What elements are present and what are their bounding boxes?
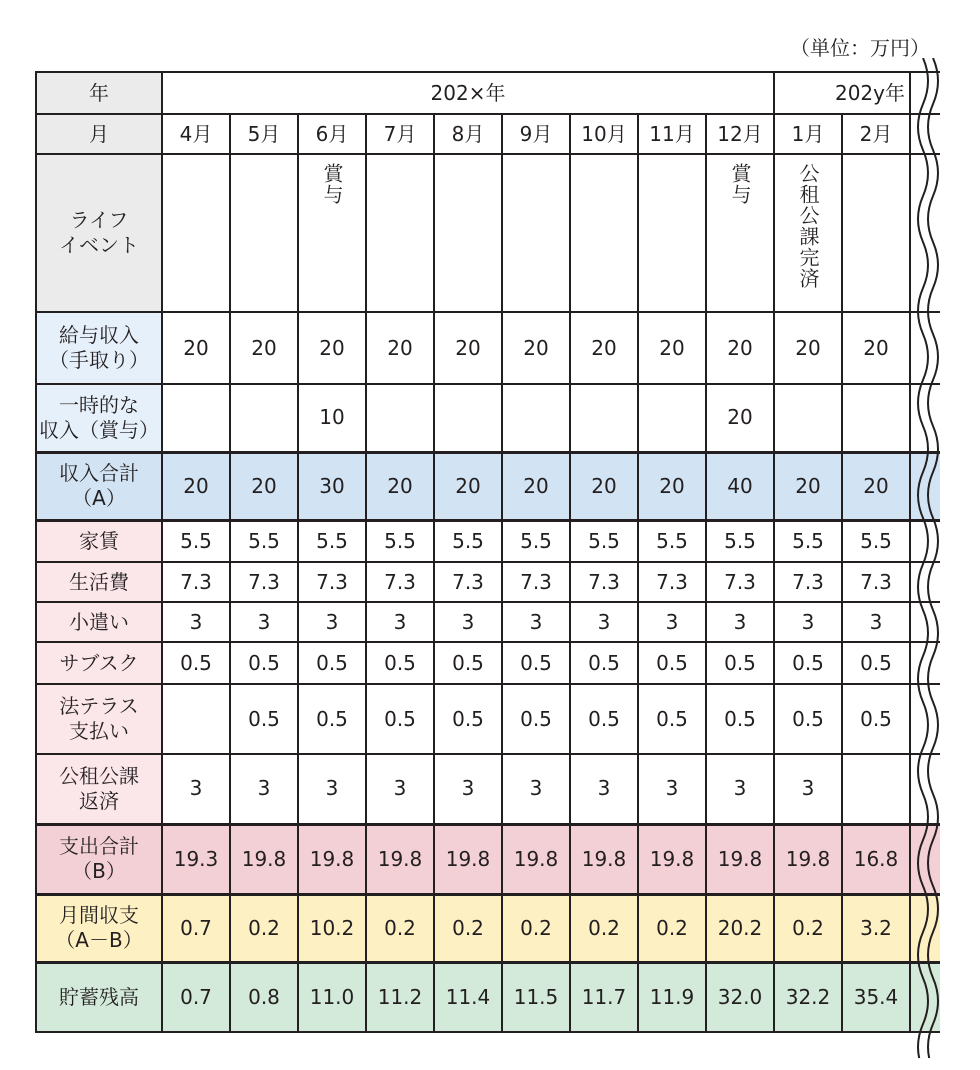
value-cell: 0.5 xyxy=(706,684,774,754)
value-cell: 32.2 xyxy=(774,962,842,1032)
value-cell: 5.5 xyxy=(570,520,638,562)
row-label: 一時的な 収入（賞与） xyxy=(36,384,162,452)
value-cell: 0.5 xyxy=(434,642,502,684)
row-label: 公租公課 返済 xyxy=(36,754,162,824)
value-cell: 0.2 xyxy=(366,894,434,962)
value-cell: 3 xyxy=(366,602,434,642)
month-row xyxy=(36,114,940,154)
row-living xyxy=(36,562,940,602)
month-header: 2月 xyxy=(842,114,910,154)
value-cell: 0.5 xyxy=(638,684,706,754)
row-legal xyxy=(36,684,940,754)
value-cell: 0.8 xyxy=(230,962,298,1032)
value-cell xyxy=(638,384,706,452)
value-cell: 7.3 xyxy=(638,562,706,602)
value-cell: 7.3 xyxy=(842,562,910,602)
month-header: 12月 xyxy=(706,114,774,154)
value-cell: 20 xyxy=(162,452,230,520)
life-event-cell xyxy=(774,154,842,312)
value-cell: 5.5 xyxy=(298,520,366,562)
value-cell: 3 xyxy=(434,602,502,642)
value-cell: 19.3 xyxy=(162,824,230,894)
value-cell: 3 xyxy=(230,602,298,642)
value-cell xyxy=(162,684,230,754)
value-cell: 3 xyxy=(366,754,434,824)
month-header: 9月 xyxy=(502,114,570,154)
value-cell xyxy=(842,754,910,824)
value-cell: 7.3 xyxy=(230,562,298,602)
row-label: ライフ イベント xyxy=(36,154,162,312)
value-cell: 7.3 xyxy=(502,562,570,602)
value-cell: 20 xyxy=(230,312,298,384)
month-header: 10月 xyxy=(570,114,638,154)
value-cell: 20 xyxy=(842,452,910,520)
value-cell xyxy=(570,384,638,452)
value-cell: 0.5 xyxy=(366,642,434,684)
value-cell: 20 xyxy=(842,312,910,384)
value-cell: 20 xyxy=(502,452,570,520)
year-row xyxy=(36,72,940,114)
row-expense_total xyxy=(36,824,940,894)
value-cell: 0.5 xyxy=(502,642,570,684)
value-cell: 0.5 xyxy=(842,642,910,684)
value-cell: 11.5 xyxy=(502,962,570,1032)
value-cell: 19.8 xyxy=(570,824,638,894)
month-header: 8月 xyxy=(434,114,502,154)
value-cell: 0.5 xyxy=(774,642,842,684)
value-cell: 20.2 xyxy=(706,894,774,962)
value-cell: 20 xyxy=(706,384,774,452)
row-label: 給与収入 （手取り） xyxy=(36,312,162,384)
value-cell: 0.5 xyxy=(434,684,502,754)
value-cell: 3 xyxy=(570,754,638,824)
value-cell: 10 xyxy=(298,384,366,452)
value-cell: 0.5 xyxy=(230,642,298,684)
value-cell: 3 xyxy=(774,602,842,642)
value-cell: 5.5 xyxy=(842,520,910,562)
value-cell: 5.5 xyxy=(502,520,570,562)
life-event-text: 賞与 xyxy=(320,163,344,205)
value-cell: 20 xyxy=(162,312,230,384)
value-cell: 3 xyxy=(570,602,638,642)
value-cell xyxy=(434,384,502,452)
row-label: 小遣い xyxy=(36,602,162,642)
month-header: 7月 xyxy=(366,114,434,154)
value-cell: 7.3 xyxy=(162,562,230,602)
value-cell: 0.5 xyxy=(570,684,638,754)
value-cell: 0.2 xyxy=(502,894,570,962)
value-cell: 0.5 xyxy=(570,642,638,684)
value-cell: 3 xyxy=(230,754,298,824)
value-cell: 5.5 xyxy=(230,520,298,562)
value-cell: 20 xyxy=(570,452,638,520)
value-cell xyxy=(366,384,434,452)
life-event-cell xyxy=(570,154,638,312)
value-cell xyxy=(842,384,910,452)
value-cell: 7.3 xyxy=(774,562,842,602)
value-cell: 35.4 xyxy=(842,962,910,1032)
value-cell: 20 xyxy=(434,452,502,520)
row-label: サブスク xyxy=(36,642,162,684)
value-cell: 20 xyxy=(366,312,434,384)
value-cell: 19.8 xyxy=(298,824,366,894)
life-event-cell xyxy=(298,154,366,312)
row-label: 年 xyxy=(36,72,162,114)
value-cell xyxy=(162,384,230,452)
value-cell: 19.8 xyxy=(638,824,706,894)
life-event-cell xyxy=(230,154,298,312)
value-cell: 19.8 xyxy=(774,824,842,894)
value-cell: 7.3 xyxy=(706,562,774,602)
row-tax xyxy=(36,754,940,824)
value-cell: 3 xyxy=(706,754,774,824)
value-cell: 20 xyxy=(434,312,502,384)
value-cell: 0.5 xyxy=(298,642,366,684)
row-savings xyxy=(36,962,940,1032)
value-cell: 3 xyxy=(502,602,570,642)
life-event-cell xyxy=(638,154,706,312)
value-cell: 0.2 xyxy=(774,894,842,962)
value-cell: 19.8 xyxy=(366,824,434,894)
year-header: 202×年 xyxy=(162,72,774,114)
value-cell: 20 xyxy=(570,312,638,384)
life-event-cell xyxy=(366,154,434,312)
table-cut-wave xyxy=(909,58,953,1058)
value-cell: 7.3 xyxy=(570,562,638,602)
value-cell: 3 xyxy=(638,602,706,642)
row-label: 支出合計 （B） xyxy=(36,824,162,894)
value-cell: 7.3 xyxy=(298,562,366,602)
value-cell: 11.0 xyxy=(298,962,366,1032)
value-cell: 20 xyxy=(706,312,774,384)
value-cell: 0.5 xyxy=(366,684,434,754)
month-header: 11月 xyxy=(638,114,706,154)
value-cell: 0.2 xyxy=(570,894,638,962)
value-cell: 0.5 xyxy=(162,642,230,684)
row-subscription xyxy=(36,642,940,684)
value-cell xyxy=(230,384,298,452)
life-event-cell xyxy=(502,154,570,312)
unit-note: （単位：万円） xyxy=(790,36,930,60)
value-cell: 20 xyxy=(502,312,570,384)
value-cell: 11.9 xyxy=(638,962,706,1032)
row-label: 収入合計 （A） xyxy=(36,452,162,520)
value-cell: 5.5 xyxy=(162,520,230,562)
value-cell: 19.8 xyxy=(502,824,570,894)
row-label: 生活費 xyxy=(36,562,162,602)
month-header: 5月 xyxy=(230,114,298,154)
value-cell: 19.8 xyxy=(230,824,298,894)
value-cell: 5.5 xyxy=(774,520,842,562)
row-label: 法テラス 支払い xyxy=(36,684,162,754)
row-salary xyxy=(36,312,940,384)
row-bonus xyxy=(36,384,940,452)
value-cell: 19.8 xyxy=(706,824,774,894)
value-cell: 3 xyxy=(774,754,842,824)
value-cell: 20 xyxy=(638,452,706,520)
row-label: 月 xyxy=(36,114,162,154)
value-cell: 32.0 xyxy=(706,962,774,1032)
value-cell: 11.7 xyxy=(570,962,638,1032)
value-cell: 20 xyxy=(366,452,434,520)
row-allowance xyxy=(36,602,940,642)
life-event-row xyxy=(36,154,940,312)
life-event-cell xyxy=(842,154,910,312)
row-label: 月間収支 （A－B） xyxy=(36,894,162,962)
value-cell: 0.5 xyxy=(638,642,706,684)
month-header: 1月 xyxy=(774,114,842,154)
value-cell: 0.5 xyxy=(706,642,774,684)
value-cell: 0.7 xyxy=(162,894,230,962)
value-cell: 20 xyxy=(298,312,366,384)
value-cell: 3 xyxy=(434,754,502,824)
value-cell: 10.2 xyxy=(298,894,366,962)
month-header: 4月 xyxy=(162,114,230,154)
year-header: 202y年 xyxy=(774,72,910,114)
row-income_total xyxy=(36,452,940,520)
value-cell: 5.5 xyxy=(366,520,434,562)
value-cell: 0.5 xyxy=(230,684,298,754)
value-cell: 20 xyxy=(774,452,842,520)
value-cell: 3 xyxy=(298,754,366,824)
life-event-cell xyxy=(162,154,230,312)
value-cell: 40 xyxy=(706,452,774,520)
value-cell: 0.2 xyxy=(434,894,502,962)
value-cell: 16.8 xyxy=(842,824,910,894)
value-cell: 5.5 xyxy=(706,520,774,562)
value-cell: 19.8 xyxy=(434,824,502,894)
row-rent xyxy=(36,520,940,562)
value-cell: 20 xyxy=(638,312,706,384)
row-label: 家賃 xyxy=(36,520,162,562)
value-cell: 3 xyxy=(706,602,774,642)
month-header: 6月 xyxy=(298,114,366,154)
value-cell: 7.3 xyxy=(366,562,434,602)
value-cell xyxy=(502,384,570,452)
life-event-cell xyxy=(706,154,774,312)
value-cell: 11.2 xyxy=(366,962,434,1032)
value-cell: 0.5 xyxy=(502,684,570,754)
value-cell: 0.7 xyxy=(162,962,230,1032)
value-cell: 0.5 xyxy=(842,684,910,754)
value-cell: 3 xyxy=(502,754,570,824)
value-cell xyxy=(774,384,842,452)
value-cell: 3 xyxy=(298,602,366,642)
value-cell: 3.2 xyxy=(842,894,910,962)
value-cell: 5.5 xyxy=(434,520,502,562)
life-event-text: 公租公課完済 xyxy=(796,163,820,289)
value-cell: 3 xyxy=(842,602,910,642)
life-event-text: 賞与 xyxy=(728,163,752,205)
row-label: 貯蓄残高 xyxy=(36,962,162,1032)
value-cell: 0.5 xyxy=(298,684,366,754)
cashflow-table xyxy=(35,71,940,1033)
value-cell: 0.2 xyxy=(230,894,298,962)
value-cell: 3 xyxy=(638,754,706,824)
value-cell: 3 xyxy=(162,602,230,642)
value-cell: 5.5 xyxy=(638,520,706,562)
value-cell: 7.3 xyxy=(434,562,502,602)
value-cell: 20 xyxy=(774,312,842,384)
value-cell: 3 xyxy=(162,754,230,824)
value-cell: 30 xyxy=(298,452,366,520)
row-monthly_balance xyxy=(36,894,940,962)
life-event-cell xyxy=(434,154,502,312)
value-cell: 0.2 xyxy=(638,894,706,962)
value-cell: 20 xyxy=(230,452,298,520)
value-cell: 11.4 xyxy=(434,962,502,1032)
value-cell: 0.5 xyxy=(774,684,842,754)
